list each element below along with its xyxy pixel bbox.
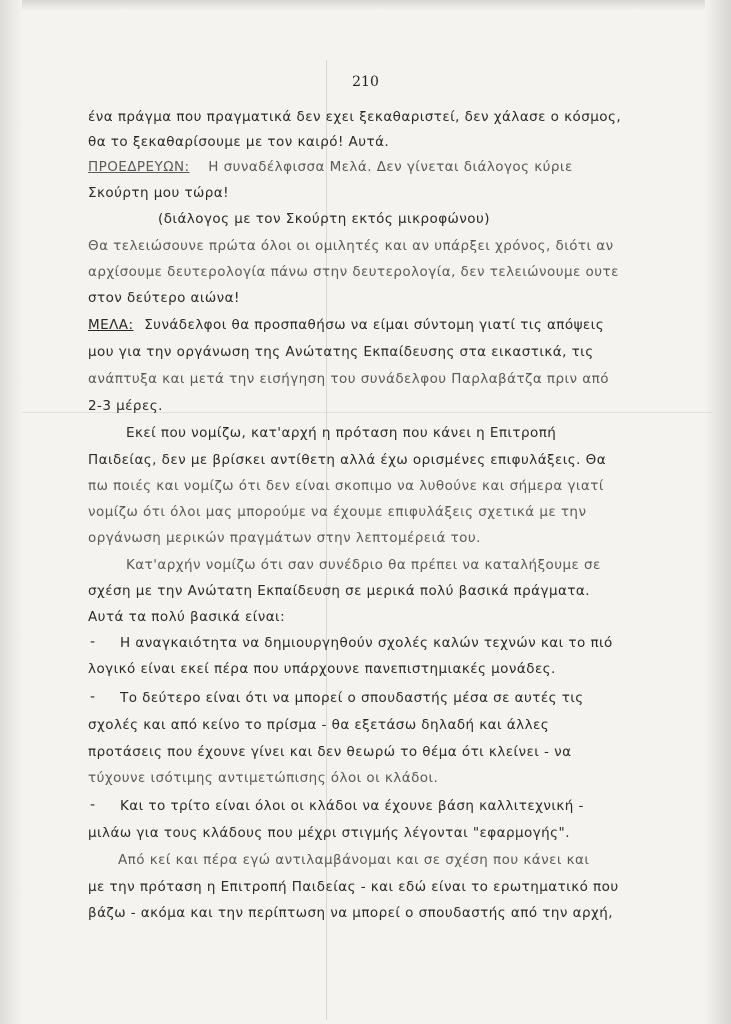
text-line: νομίζω ότι όλοι μας μπορούμε να έχουμε επιφυλάξεις σχετικά με την [88, 504, 587, 520]
text-line: σχέση με την Ανώτατη Εκπαίδευση σε μερικά πολύ βασικά πράγματα. [88, 583, 591, 599]
text-line: Η αναγκαιότητα να δημιουργηθούν σχολές καλών τεχνών και το πιό [120, 635, 613, 651]
scan-edge-top [0, 0, 731, 10]
text-line: τύχουνε ισότιμης αντιμετώπισης όλοι οι κλάδοι. [88, 770, 439, 786]
text-span: Συνάδελφοι θα προσπαθήσω να είμαι σύντομη γιατί τις απόψεις [144, 317, 605, 333]
text-line: Θα τελειώσουνε πρώτα όλοι οι ομιλητές και αν υπάρξει χρόνος, διότι αν [88, 238, 614, 254]
text-line: Από κεί και πέρα εγώ αντιλαμβάνομαι και σε σχέση που κάνει και [118, 852, 590, 868]
text-line: θα το ξεκαθαρίσουμε με τον καιρό! Αυτά. [88, 134, 390, 150]
speaker-chair-line [88, 158, 573, 176]
text-line: μιλάω για τους κλάδους που μέχρι στιγμής λέγονται "εφαρμογής". [88, 825, 570, 841]
bullet-marker: - [90, 689, 96, 705]
text-line: σχολές και από κείνο το πρίσμα - θα εξετάσω δηλαδή και άλλες [88, 717, 550, 733]
text-line: αρχίσουμε δευτερολογία πάνω στην δευτερολογία, δεν τελειώνουμε ουτε [88, 264, 619, 280]
text-line: οργάνωση μερικών πραγμάτων στην λεπτομέρειά του. [88, 530, 481, 546]
bullet-marker: - [90, 634, 96, 650]
text-line: ένα πράγμα που πραγματικά δεν εχει ξεκαθαριστεί, δεν χάλασε ο κόσμος, [88, 109, 622, 125]
text-line: πω ποιές και νομίζω ότι δεν είναι σκοπιμο να λυθούνε και σήμερα γιατί [88, 478, 604, 494]
speaker-label-mela: ΜΕΛΑ: [88, 317, 134, 333]
text-line: μου για την οργάνωση της Ανώτατης Εκπαίδευσης στα εικαστικά, τις [88, 344, 594, 360]
scan-edge-right [705, 0, 731, 1024]
text-line: Και το τρίτο είναι όλοι οι κλάδοι να έχουνε βάση καλλιτεχνική - [120, 798, 584, 814]
speaker-mela-line [88, 316, 604, 334]
text-span: Η συναδέλφισσα Μελά. Δεν γίνεται διάλογος κύριε [208, 159, 573, 175]
bullet-marker: - [90, 797, 96, 813]
text-line: Παιδείας, δεν με βρίσκει αντίθετη αλλά έχω ορισμένες επιφυλάξεις. Θα [88, 452, 607, 468]
stage-direction: (διάλογος με τον Σκούρτη εκτός μικροφώνου) [158, 211, 490, 227]
text-line: Σκούρτη μου τώρα! [88, 185, 230, 201]
text-line: στον δεύτερο αιώνα! [88, 290, 240, 306]
text-line: με την πρόταση η Επιτροπή Παιδείας - και εδώ είναι το ερωτηματικό που [88, 879, 619, 895]
text-line: ανάπτυξα και μετά την εισήγηση του συνάδελφου Παρλαβάτζα πριν από [88, 371, 609, 387]
text-line: Αυτά τα πολύ βασικά είναι: [88, 609, 286, 625]
text-line: Το δεύτερο είναι ότι να μπορεί ο σπουδαστής μέσα σε αυτές τις [120, 690, 584, 706]
speaker-label-chair: ΠΡΟΕΔΡΕΥΩΝ: [88, 159, 190, 175]
scan-edge-left [0, 0, 22, 1024]
text-line: βάζω - ακόμα και την περίπτωση να μπορεί ο σπουδαστής από την αρχή, [88, 905, 613, 921]
page-number: 210 [352, 74, 379, 90]
text-line: προτάσεις που έχουνε γίνει και δεν θεωρώ το θέμα ότι κλείνει - να [88, 744, 572, 760]
text-line: 2-3 μέρες. [88, 398, 163, 414]
text-line: λογικό είναι εκεί πέρα που υπάρχουνε πανεπιστημιακές μονάδες. [88, 661, 556, 677]
text-line: Κατ'αρχήν νομίζω ότι σαν συνέδριο θα πρέπει να καταλήξουμε σε [126, 557, 601, 573]
text-line: Εκεί που νομίζω, κατ'αρχή η πρόταση που κάνει η Επιτροπή [126, 425, 557, 441]
